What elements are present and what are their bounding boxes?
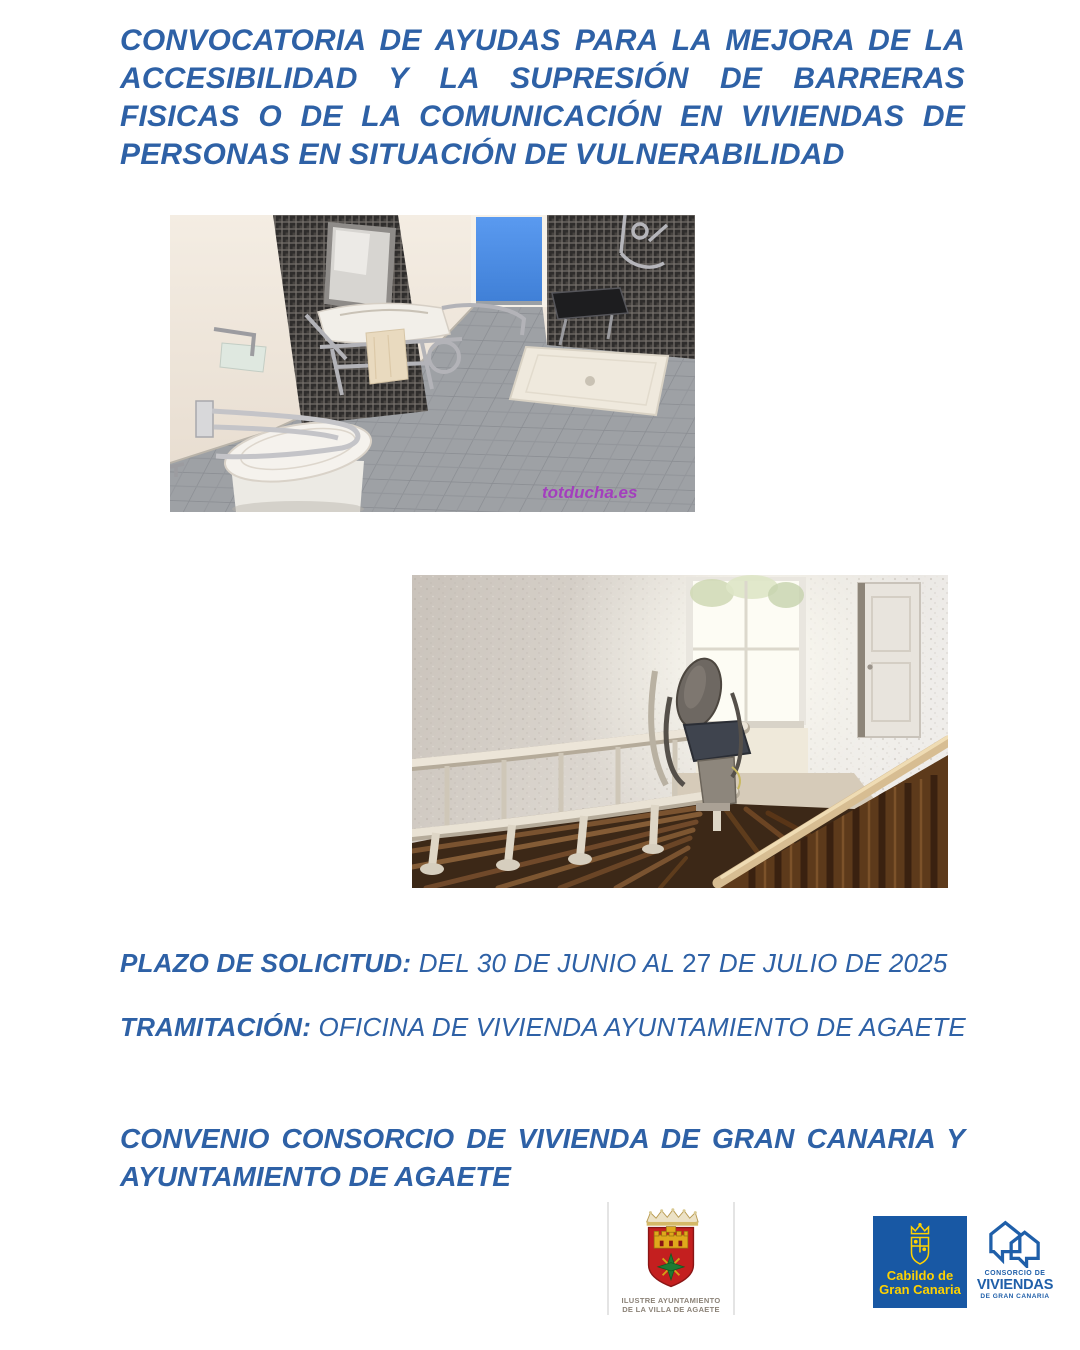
mirror xyxy=(324,222,396,312)
cabildo-logo xyxy=(873,1216,967,1308)
door xyxy=(858,583,920,737)
plazo-value-day: 27 xyxy=(682,948,712,978)
plazo-value-post: DE JULIO DE 2025 xyxy=(718,948,948,978)
tramitacion-label: TRAMITACIÓN: xyxy=(120,1012,312,1042)
consorcio-text-line-2: VIVIENDAS xyxy=(976,1277,1054,1293)
agaete-caption-line-1: ILUSTRE AYUNTAMIENTO xyxy=(621,1296,721,1305)
plazo-label: PLAZO DE SOLICITUD: xyxy=(120,948,412,978)
cabildo-text-line-1: Cabildo de xyxy=(886,1268,954,1283)
consorcio-houses-icon xyxy=(982,1214,1048,1268)
tramitacion-value: OFICINA DE VIVIENDA AYUNTAMIENTO DE AGAETE xyxy=(318,1012,966,1042)
consorcio-text-line-1: CONSORCIO DE xyxy=(984,1270,1046,1277)
convenio-line-1: CONVENIO CONSORCIO DE VIVIENDA DE GRAN CANARIA Y xyxy=(120,1123,965,1154)
convenio-text xyxy=(120,1120,965,1196)
cabildo-text xyxy=(879,1269,961,1297)
bathroom-photo xyxy=(170,215,695,512)
stairlift-photo xyxy=(412,575,948,888)
agaete-caption-line-2: DE LA VILLA DE AGAETE xyxy=(622,1305,720,1314)
blue-door xyxy=(476,217,542,304)
plazo-value-pre: DEL 30 DE JUNIO AL xyxy=(418,948,675,978)
title-line-3: FISICAS O DE LA COMUNICACIÓN EN VIVIENDAS DE xyxy=(120,100,965,133)
photo-watermark: totducha.es xyxy=(542,483,638,502)
towel xyxy=(366,329,408,384)
convenio-line-2: AYUNTAMIENTO DE AGAETE xyxy=(120,1161,511,1192)
agaete-logo xyxy=(607,1202,735,1315)
consorcio-logo xyxy=(975,1214,1055,1312)
agaete-caption xyxy=(622,1296,721,1314)
title-line-1: CONVOCATORIA DE AYUDAS PARA LA MEJORA DE LA xyxy=(120,24,965,57)
stairlift-photo-illustration xyxy=(412,575,948,888)
plazo-line xyxy=(120,948,948,979)
page-title xyxy=(120,22,965,174)
title-line-2: ACCESIBILIDAD Y LA SUPRESIÓN DE BARRERAS xyxy=(120,62,965,95)
cabildo-crest-icon xyxy=(903,1223,937,1267)
title-line-4: PERSONAS EN SITUACIÓN DE VULNERABILIDAD xyxy=(120,138,845,171)
consorcio-text-line-3: DE GRAN CANARIA xyxy=(980,1293,1050,1300)
bathroom-photo-illustration xyxy=(170,215,695,512)
cabildo-text-line-2: Gran Canaria xyxy=(879,1282,961,1297)
tramitacion-line xyxy=(120,1012,966,1043)
agaete-crest-icon xyxy=(639,1207,703,1293)
